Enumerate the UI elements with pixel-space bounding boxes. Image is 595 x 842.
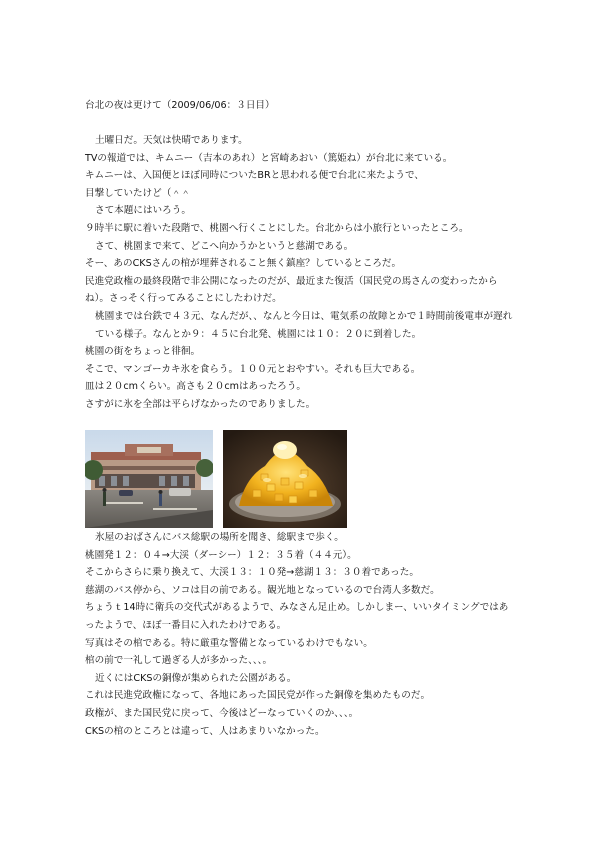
paragraph-2 (85, 529, 513, 740)
text-line: キムニーは、入国便とほぼ同時についたBRと思われる便で台北に来たようで、 (85, 170, 424, 182)
text-line: そこからさらに乗り換えて、大渓１３：１０発→慈湖１３：３０着であった。 (85, 567, 419, 579)
text-line: TVの報道では、キムニー（吉本のあれ）と宮崎あおい（篤姫ね）が台北に来ている。 (85, 152, 453, 164)
text-line: 棺の前で一礼して過ぎる人が多かった、、、。 (85, 655, 273, 667)
text-line: 写真はその棺である。特に厳重な警備となっているわけでもない。 (85, 637, 373, 649)
text-line: 民進党政権の最終段階で非公開になったのだが、最近また復活（国民党の馬さんの変わったからね）。さっそく行ってみることにしたわけだ。 (85, 275, 498, 305)
text-line: 桃園発１２：０４→大渓（ダーシー）１２：３５着（４４元）。 (85, 549, 357, 561)
shaved-ice-photo (223, 430, 347, 528)
shaved-ice-photo-image (223, 430, 347, 528)
text-line: 目撃していたけど（＾＾ (85, 187, 191, 199)
text-line: さすがに氷を全部は平らげなかったのでありました。 (85, 398, 316, 410)
text-line: ９時半に駅に着いた段階で、桃園へ行くことにした。台北からは小旅行といったところ。 (85, 222, 469, 234)
station-photo (85, 430, 213, 528)
text-line: CKSの棺のところとは違って、人はあまりいなかった。 (85, 725, 325, 737)
text-line: ちょうｔ14時に衛兵の交代式があるようで、みなさん足止め。しかしまー、いいタイミングではあったようで、ほぼ一番目に入れたわけである。 (85, 602, 509, 631)
text-line: 桃園の街をちょっと徘徊。 (85, 346, 201, 358)
text-line: さて、桃園まで来て、どこへ向かうかというと慈湖である。 (95, 240, 354, 252)
station-photo-image (85, 430, 213, 528)
text-line: 桃園までは台鉄で４３元、なんだが、、なんと今日は、電気系の故障とかで１時間前後電車が遅れている様子。なんとか９：４５に台北発、桃園には１０：２０に到着した。 (95, 310, 513, 340)
text-line: 慈湖のバス停から、ソコは目の前である。観光地となっているので台湾人多数だ。 (85, 584, 440, 596)
text-line: 氷屋のおばさんにバス総駅の場所を聞き、総駅まで歩く。 (95, 532, 344, 543)
text-line: 政権が、また国民党に戻って、今後はどーなっていくのか、、、。 (85, 707, 359, 719)
text-line: 皿は２０cmくらい。高さも２０cmはあったろう。 (85, 381, 307, 393)
text-line: 土曜日だ。天気は快晴であります。 (95, 135, 248, 146)
text-line: そこで、マンゴーカキ氷を食らう。１００元とおやすい。それも巨大である。 (85, 363, 421, 375)
text-line: これは民進党政権になって、各地にあった国民党が作った銅像を集めたものだ。 (85, 690, 431, 702)
paragraph-1 (85, 132, 513, 414)
text-line: そー、あのCKSさんの棺が埋葬されること無く鎮座？しているところだ。 (85, 258, 402, 270)
text-line: 近くにはCKSの銅像が集められた公園がある。 (95, 672, 297, 684)
document-title: 台北の夜は更けて（2009/06/06：３日目） (85, 100, 275, 111)
text-line: さて本題にはいろう。 (95, 205, 191, 217)
photo-row (85, 430, 345, 528)
